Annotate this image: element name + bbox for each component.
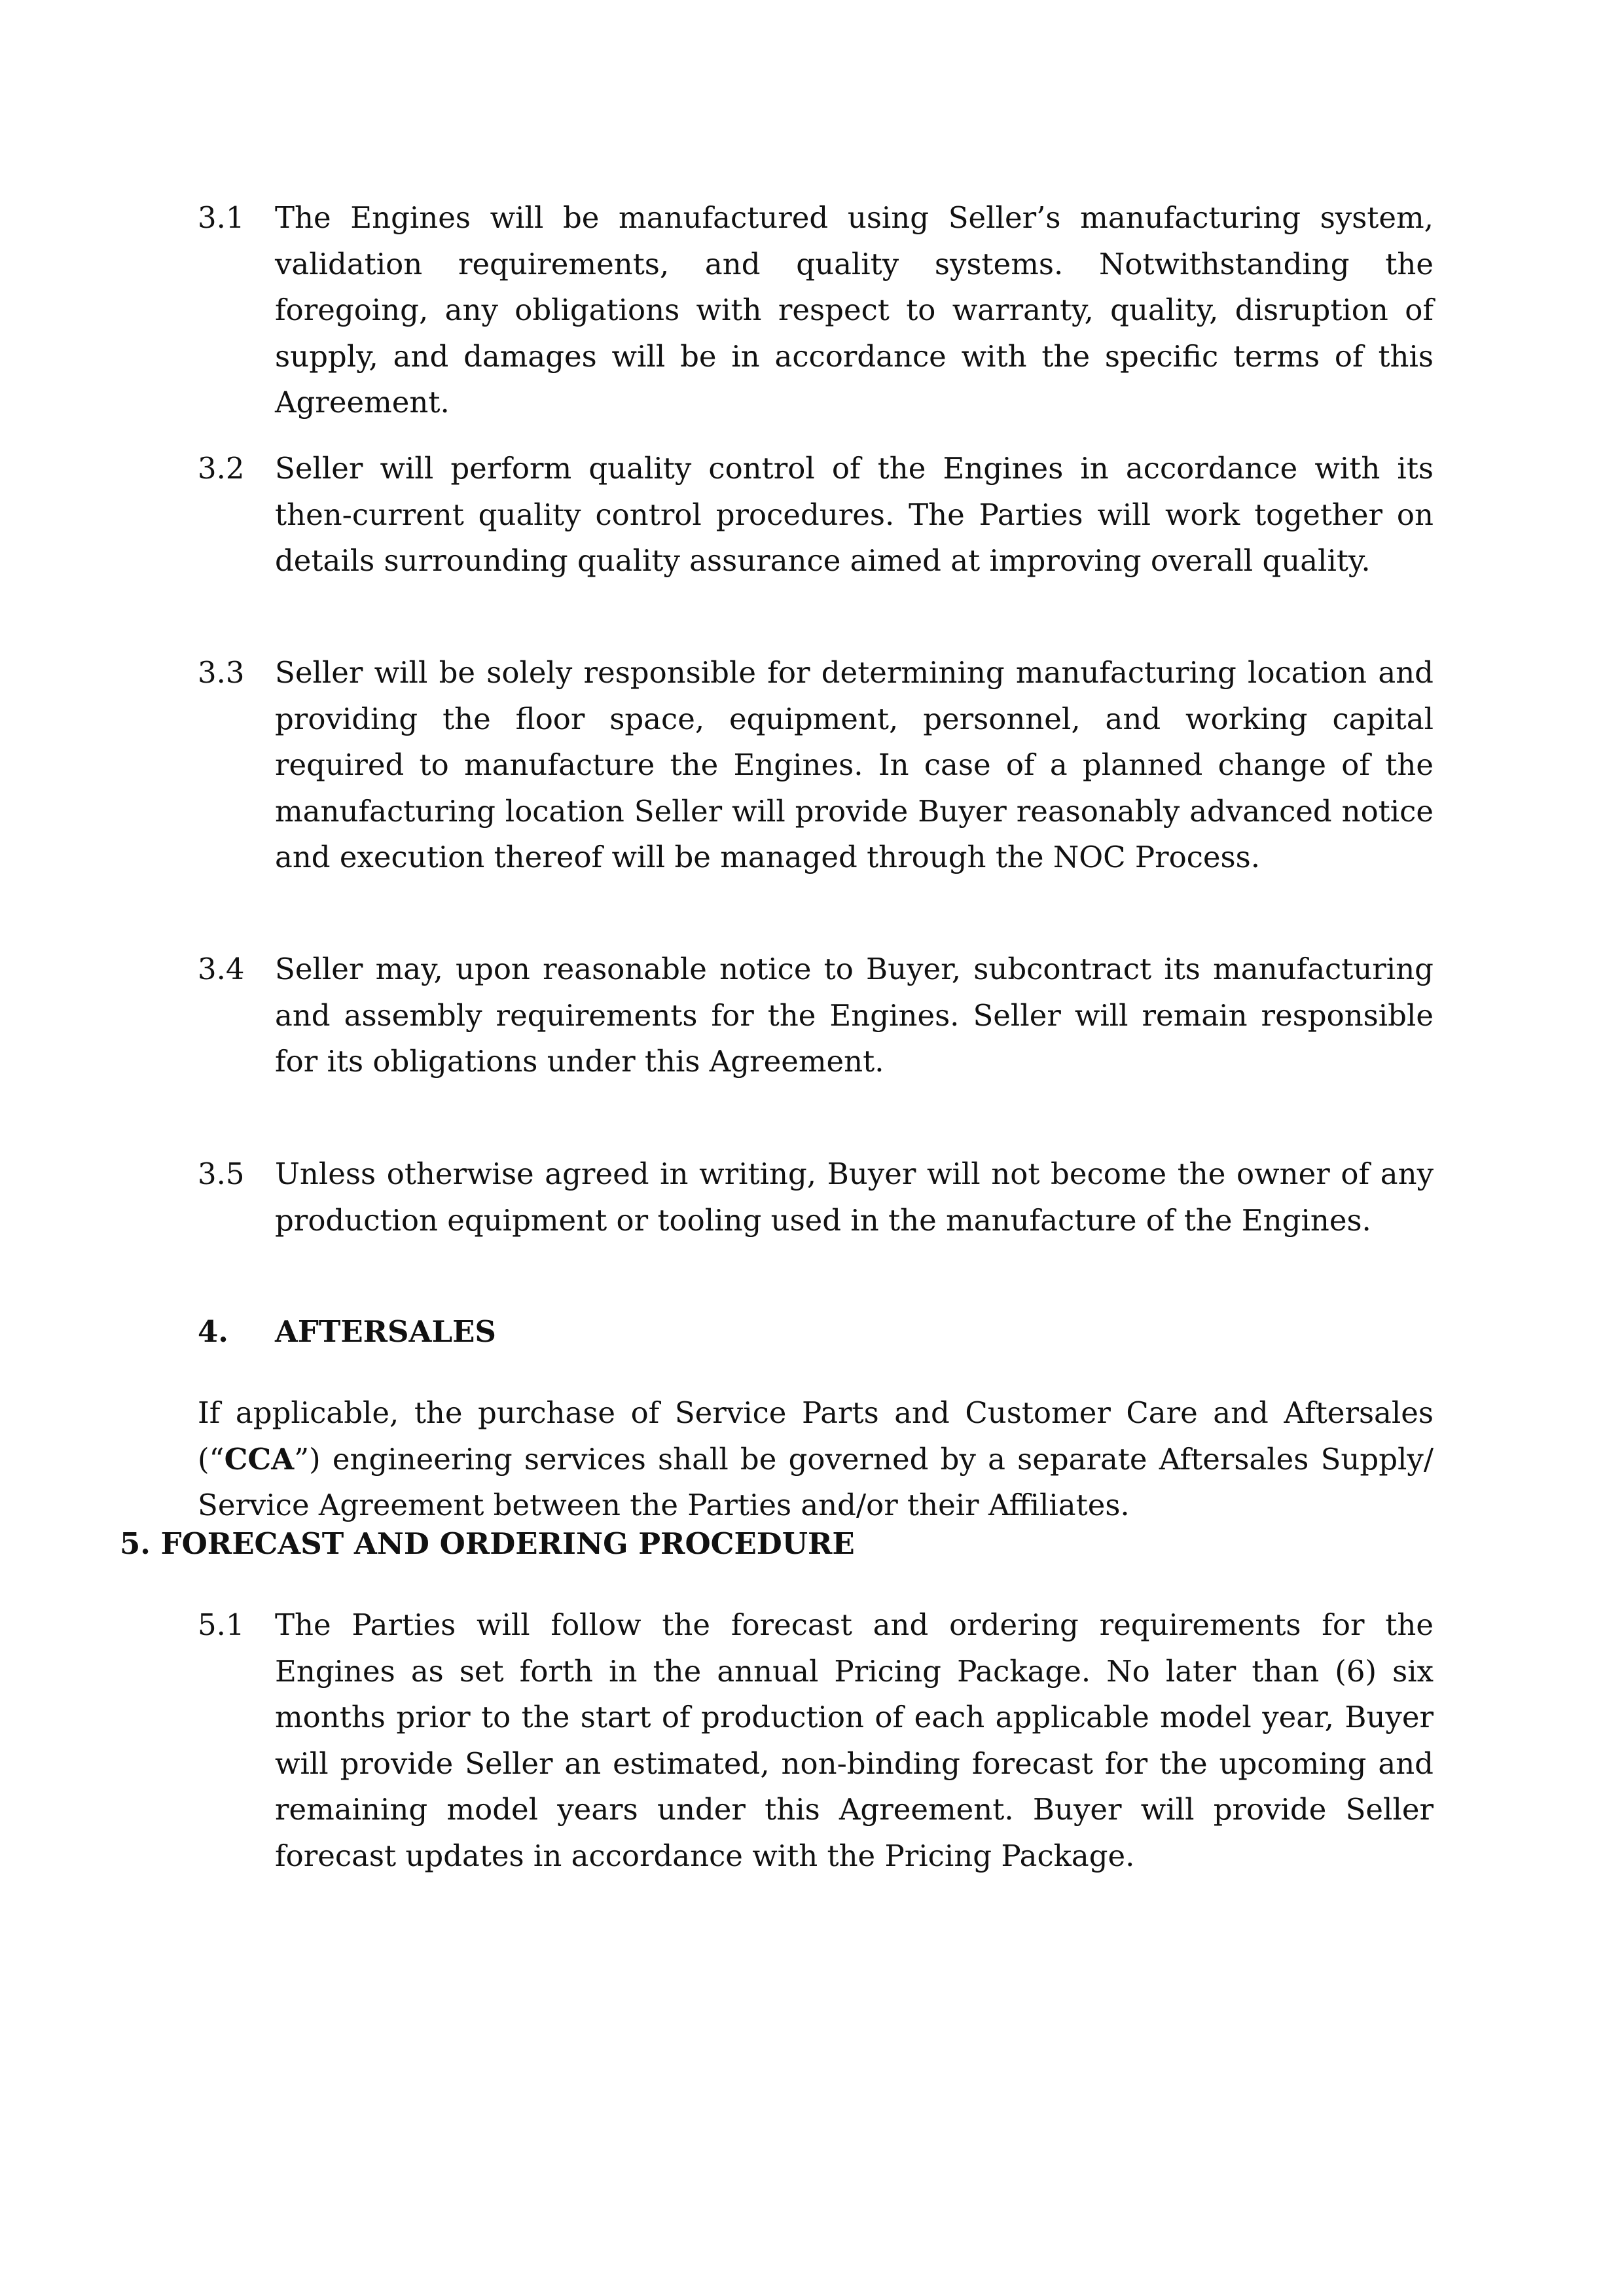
clause-number: 3.3 [198,655,245,690]
clause-text: The Parties will follow the forecast and ordering requirements for the Engines as set forth in the annual Pricing Package. No later than (6) six months prior to the start of production of each applicable model year, Buyer will provide Seller an estimated, non-binding forecast for the upcoming and remaining model years under this Agreement. Buyer will provide Seller forecast updates in accordance with the Pricing Package. [275,1607,1434,1873]
section-4-number: 4. [198,1314,228,1349]
section-4-text-after: ”) engineering services shall be governed by a separate Aftersales Supply/ Service Agreement between the Parties and/or their Affiliates. [198,1441,1434,1522]
section-4-paragraph [198,1390,1434,1529]
section-4-title: AFTERSALES [275,1314,496,1349]
defined-term-cca: CCA [224,1441,295,1477]
clause-number: 3.1 [198,200,245,235]
clause-text: Seller will perform quality control of the Engines in accordance with its then-current quality control procedures. The Parties will work together on details surrounding quality assurance aimed at improving overall quality. [275,451,1434,578]
clause-text: Seller will be solely responsible for determining manufacturing location and providing the floor space, equipment, personnel, and working capital required to manufacture the Engines. In case of a planned change of the manufacturing location Seller will provide Buyer reasonably advanced notice and execution thereof will be managed through the NOC Process. [275,655,1434,874]
section-4-text-before: If applicable, the purchase of Service Parts and Customer Care and Aftersales (“ [198,1395,1434,1477]
clause-number: 3.4 [198,952,245,986]
section-5-heading: 5. FORECAST AND ORDERING PROCEDURE [120,1526,855,1561]
clause-number: 3.2 [198,451,245,486]
clause-number: 3.5 [198,1157,245,1191]
clause-text: The Engines will be manufactured using Seller’s manufacturing system, validation requirements, and quality systems. Notwithstanding the foregoing, any obligations with respect to warranty, quality, disruption of supply, and damages will be in accordance with the specific terms of this Agreement. [275,200,1434,420]
clause-number: 5.1 [198,1607,245,1642]
clause-text: Unless otherwise agreed in writing, Buyer will not become the owner of any production equipment or tooling used in the manufacture of the Engines. [275,1157,1434,1238]
clause-text: Seller may, upon reasonable notice to Buyer, subcontract its manufacturing and assembly requirements for the Engines. Seller will remain responsible for its obligations under this Agreement. [275,952,1434,1079]
